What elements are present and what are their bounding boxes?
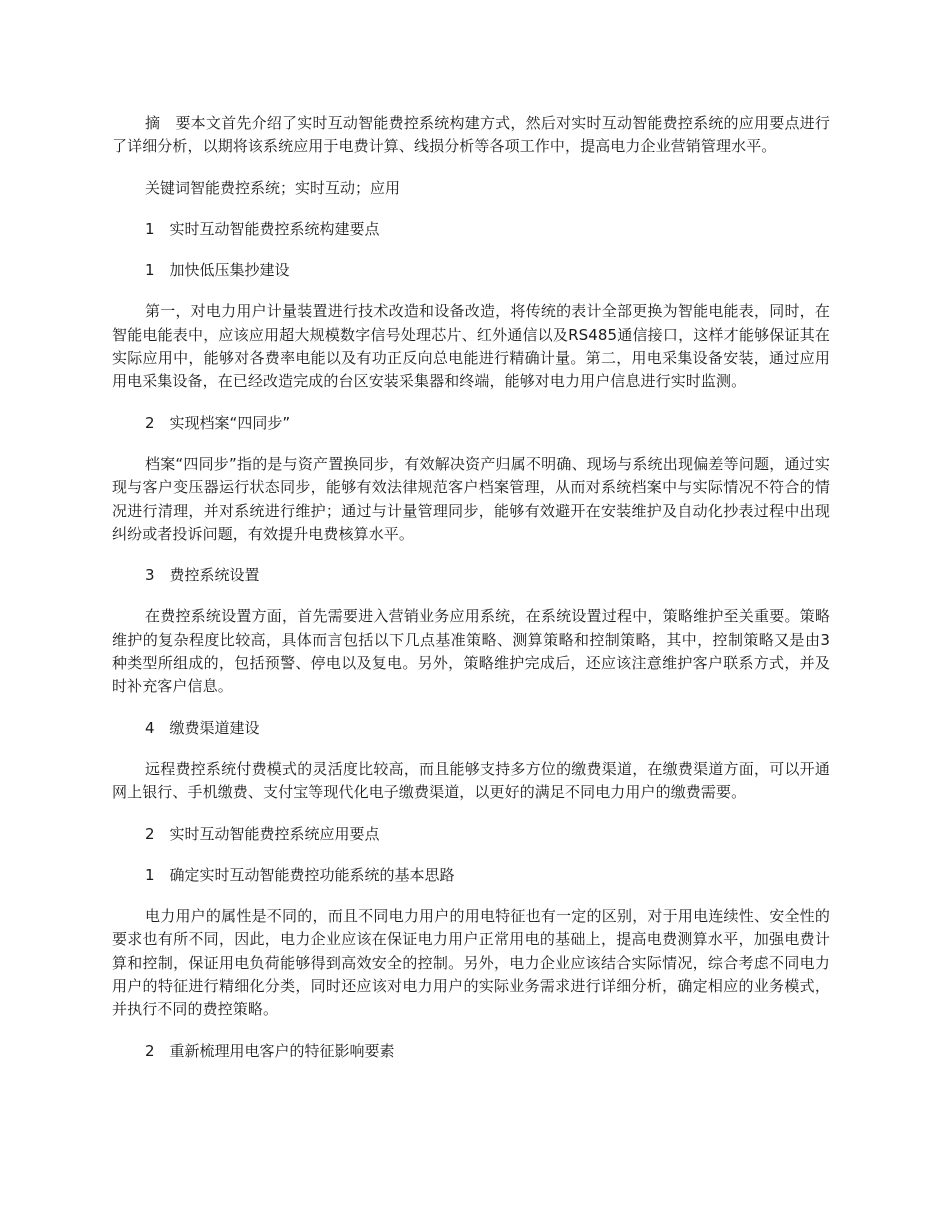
section-heading-2: 2 实时互动智能费控系统应用要点 <box>145 824 380 843</box>
subsection-heading-2-1: 1 确定实时互动智能费控功能系统的基本思路 <box>145 865 455 884</box>
spacer <box>112 394 830 412</box>
subsection-heading-1-2: 2 实现档案“四同步” <box>145 413 291 432</box>
spacer <box>112 159 830 177</box>
spacer <box>112 740 830 758</box>
body-paragraph: 档案“四同步”指的是与资产置换同步，有效解决资产归属不明确、现场与系统出现偏差等问题，通过实现与客户变压器运行状态同步，能够有效法律规范客户档案管理，从而对系统档案中与实际情况不符合的情况进行清理，并对系统进行维护；通过与计量管理同步，能够有效避开在安装维护及自动化抄表过程中出现纠纷或者投诉问题，有效提升电费核算水平。 <box>112 454 830 543</box>
spacer <box>112 805 830 823</box>
document-body <box>112 112 830 1063</box>
spacer <box>112 699 830 717</box>
abstract-paragraph: 摘 要本文首先介绍了实时互动智能费控系统构建方式，然后对实时互动智能费控系统的应用要点进行了详细分析，以期将该系统应用于电费计算、线损分析等各项工作中，提高电力企业营销管理水平。 <box>112 114 830 156</box>
subsection-heading-1-4: 4 缴费渠道建设 <box>145 718 260 737</box>
spacer <box>112 587 830 605</box>
spacer <box>112 200 830 218</box>
body-paragraph: 第一，对电力用户计量装置进行技术改造和设备改造，将传统的表计全部更换为智能电能表，同时，在智能电能表中，应该应用超大规模数字信号处理芯片、红外通信以及RS485通信接口，这样才能够保证其在实际应用中，能够对各费率电能以及有功正反向总电能进行精确计量。第二，用电采集设备安装，通过应用用电采集设备，在已经改造完成的台区安装采集器和终端，能够对电力用户信息进行实时监测。 <box>112 302 830 391</box>
spacer <box>112 846 830 864</box>
body-paragraph: 在费控系统设置方面，首先需要进入营销业务应用系统，在系统设置过程中，策略维护至关重要。策略维护的复杂程度比较高，具体而言包括以下几点基准策略、测算策略和控制策略，其中，控制策略又是由3种类型所组成的，包括预警、停电以及复电。另外，策略维护完成后，还应该注意维护客户联系方式，并及时补充客户信息。 <box>112 607 830 696</box>
spacer <box>112 1022 830 1040</box>
keywords-line: 关键词智能费控系统；实时互动；应用 <box>145 178 401 197</box>
spacer <box>112 435 830 453</box>
body-paragraph: 电力用户的属性是不同的，而且不同电力用户的用电特征也有一定的区别，对于用电连续性、安全性的要求也有所不同，因此，电力企业应该在保证电力用户正常用电的基础上，提高电费测算水平，加强电费计算和控制，保证用电负荷能够得到高效安全的控制。另外，电力企业应该结合实际情况，综合考虑不同电力用户的特征进行精细化分类，同时还应该对电力用户的实际业务需求进行详细分析，确定相应的业务模式，并执行不同的费控策略。 <box>112 907 830 1019</box>
spacer <box>112 887 830 905</box>
spacer <box>112 241 830 259</box>
spacer <box>112 282 830 300</box>
subsection-heading-1-3: 3 费控系统设置 <box>145 566 260 585</box>
body-paragraph: 远程费控系统付费模式的灵活度比较高，而且能够支持多方位的缴费渠道，在缴费渠道方面，可以开通网上银行、手机缴费、支付宝等现代化电子缴费渠道，以更好的满足不同电力用户的缴费需要。 <box>112 759 830 802</box>
subsection-heading-1-1: 1 加快低压集抄建设 <box>145 261 290 280</box>
subsection-heading-2-2: 2 重新梳理用电客户的特征影响要素 <box>145 1041 395 1060</box>
section-heading-1: 1 实时互动智能费控系统构建要点 <box>145 219 380 238</box>
spacer <box>112 546 830 564</box>
